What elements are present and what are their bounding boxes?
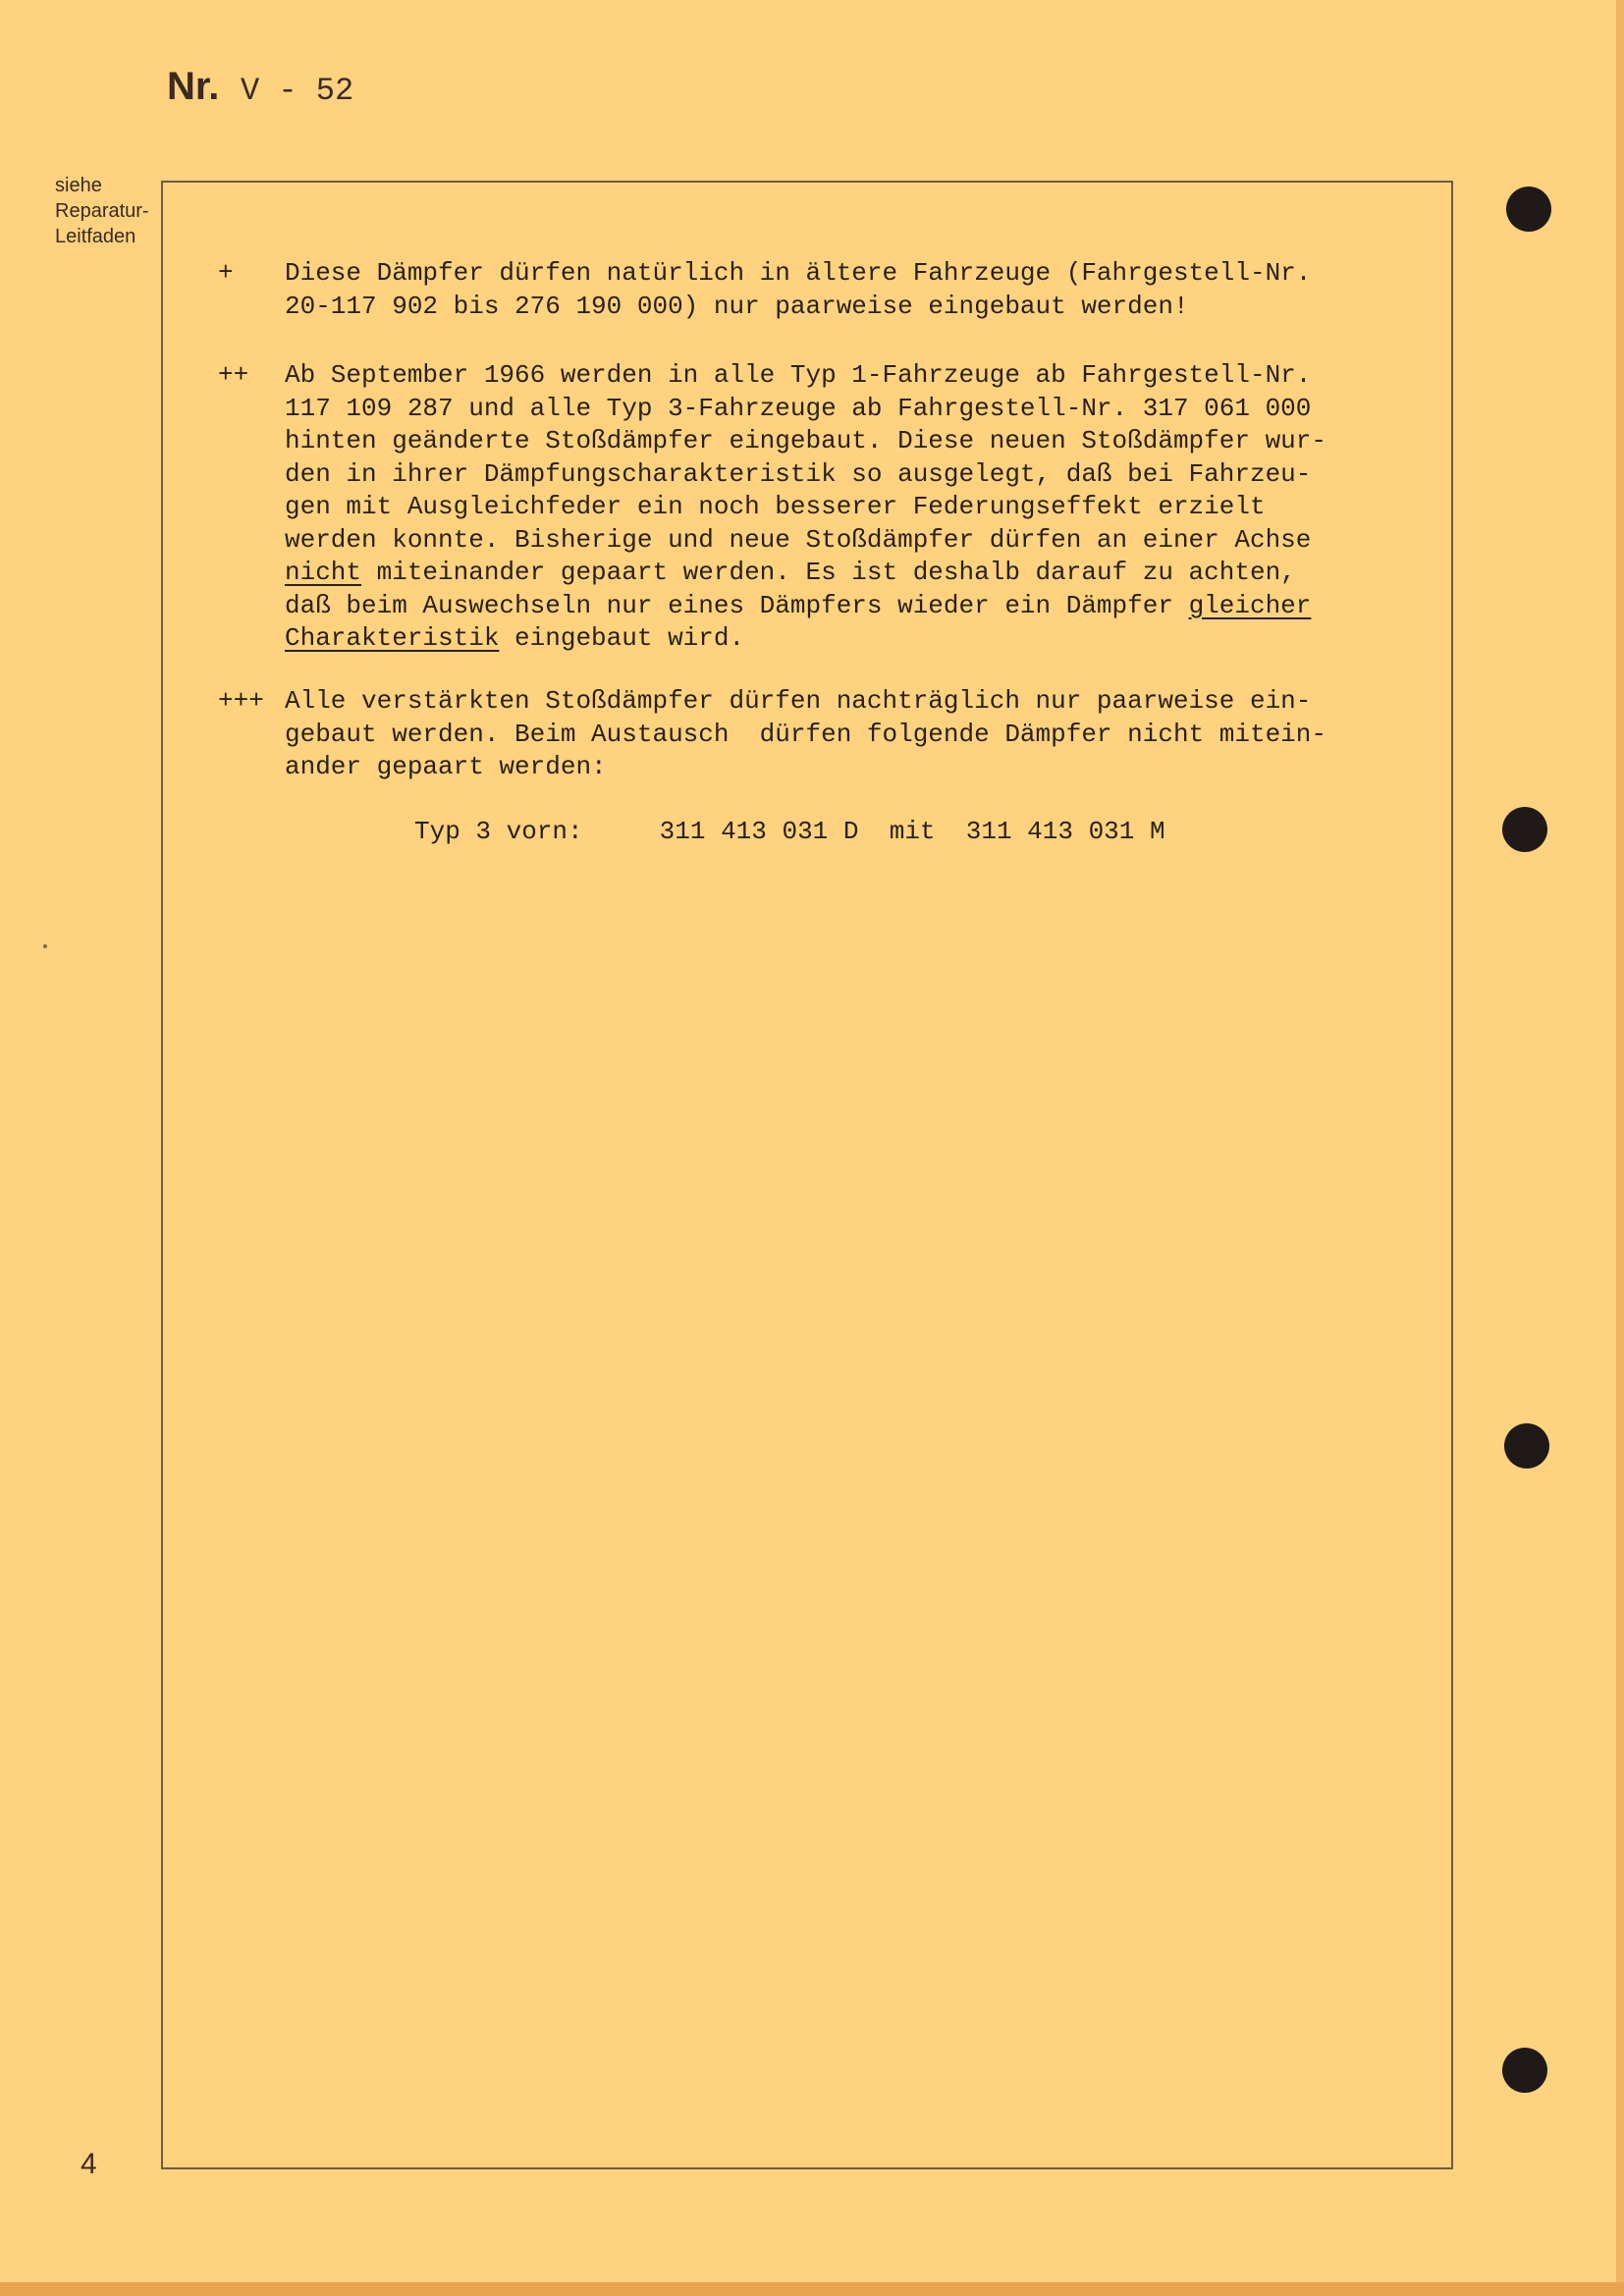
underlined-word: Charakteristik <box>285 623 500 653</box>
paper-edge-right <box>1616 0 1624 2296</box>
note-text <box>285 685 1416 784</box>
note-line: Charakteristik eingebaut wird. <box>285 623 745 653</box>
part-connector: mit <box>889 817 936 846</box>
paper-edge-bottom <box>0 2282 1624 2296</box>
note-marker: +++ <box>218 686 264 716</box>
punch-hole-icon <box>1504 1423 1549 1468</box>
side-note-line: siehe <box>55 175 102 196</box>
note-line: gebaut werden. Beim Austausch dürfen folgende Dämpfer nicht mitein- <box>285 719 1326 749</box>
note-line: nicht miteinander gepaart werden. Es ist deshalb darauf zu achten, <box>285 558 1296 587</box>
note-line: ander gepaart werden: <box>285 752 607 781</box>
underlined-word: gleicher <box>1188 590 1312 620</box>
note-line: Alle verstärkten Stoßdämpfer dürfen nachträglich nur paarweise ein- <box>285 686 1312 716</box>
note-line: den in ihrer Dämpfungscharakteristik so ausgelegt, daß bei Fahrzeu- <box>285 458 1312 489</box>
punch-hole-icon <box>1502 807 1547 852</box>
note-line: werden konnte. Bisherige und neue Stoßdämpfer dürfen an einer Achse <box>285 524 1312 555</box>
number-label: Nr. <box>167 65 220 108</box>
part-pairing-label: Typ 3 vorn: <box>414 817 583 846</box>
note-line: 20-117 902 bis 276 190 000) nur paarweise eingebaut werden! <box>285 291 1189 321</box>
note-line: 117 109 287 und alle Typ 3-Fahrzeuge ab Fahrgestell-Nr. 317 061 000 <box>285 393 1312 423</box>
note-marker: + <box>218 258 234 288</box>
page-number: 4 <box>81 2148 97 2180</box>
document-number: V - 52 <box>240 73 354 109</box>
note-double-plus <box>218 359 1416 656</box>
punch-hole-icon <box>1502 2048 1547 2093</box>
side-reference-note <box>55 173 149 249</box>
note-text <box>285 359 1416 656</box>
document-header <box>167 65 353 109</box>
note-line: Diese Dämpfer dürfen natürlich in ältere Fahrzeuge (Fahrgestell-Nr. <box>285 258 1312 288</box>
side-note-line: Reparatur- <box>55 200 149 222</box>
note-single-plus <box>218 257 1416 323</box>
note-line: daß beim Auswechseln nur eines Dämpfers wieder ein Dämpfer gleicher <box>285 590 1312 620</box>
stray-mark <box>43 944 47 948</box>
part-number-a: 311 413 031 D <box>659 817 859 846</box>
side-note-line: Leitfaden <box>55 226 136 247</box>
note-triple-plus <box>218 685 1416 784</box>
note-line: hinten geänderte Stoßdämpfer eingebaut. Diese neuen Stoßdämpfer wur- <box>285 426 1326 455</box>
part-number-b: 311 413 031 M <box>965 817 1165 846</box>
note-text <box>285 257 1416 323</box>
punch-hole-icon <box>1506 187 1551 232</box>
note-marker: ++ <box>218 360 249 390</box>
part-pairing-line <box>414 817 1165 846</box>
note-line: Ab September 1966 werden in alle Typ 1-Fahrzeuge ab Fahrgestell-Nr. <box>285 360 1312 390</box>
note-line: gen mit Ausgleichfeder ein noch besserer Federungseffekt erzielt <box>285 492 1266 521</box>
underlined-word: nicht <box>285 558 362 587</box>
